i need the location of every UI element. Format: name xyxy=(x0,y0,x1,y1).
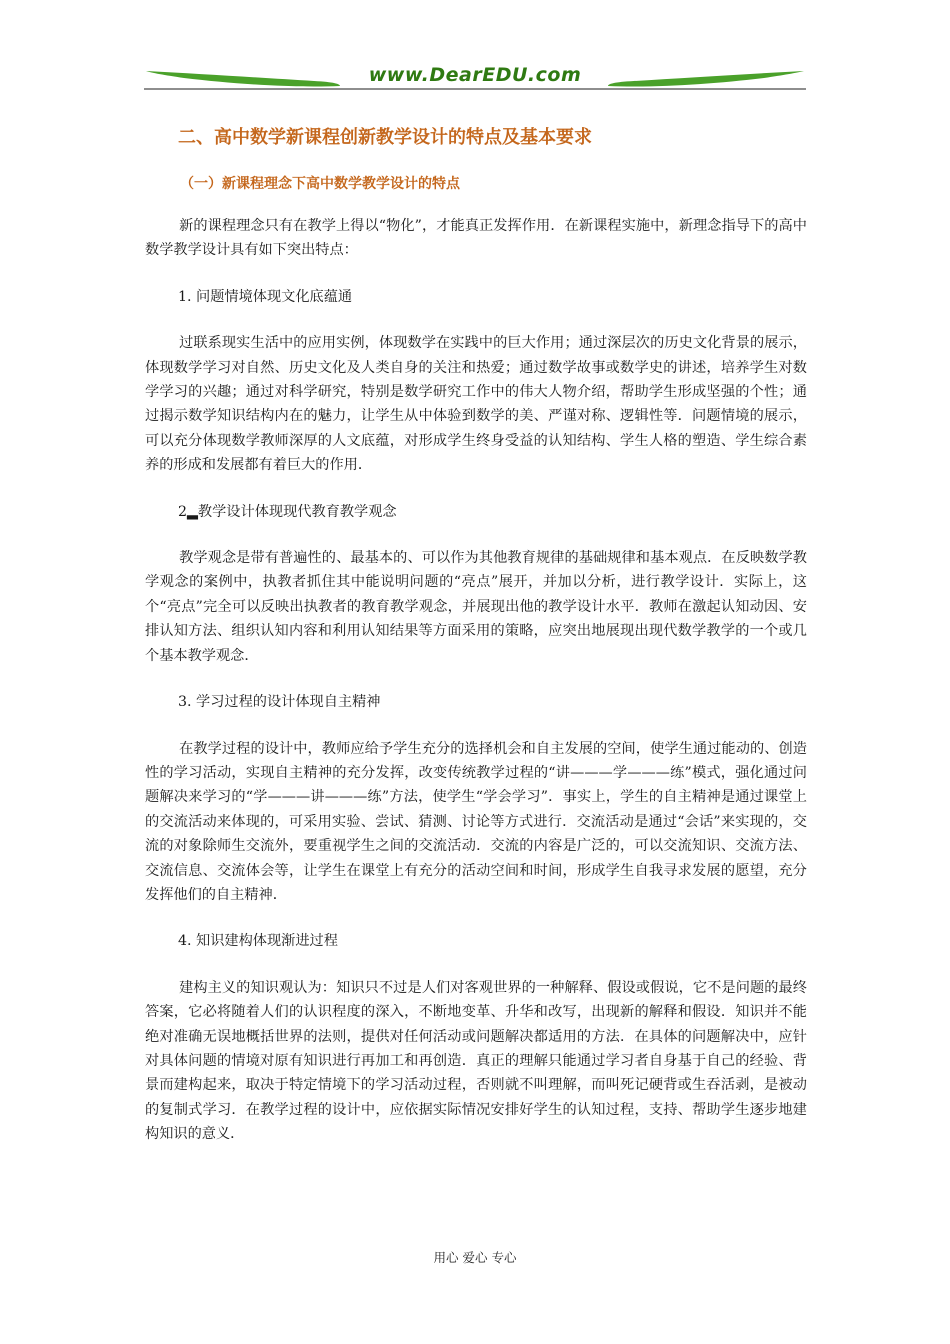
document-body xyxy=(145,214,807,1169)
intro-paragraph: 新的课程理念只有在教学上得以“物化”，才能真正发挥作用．在新课程实施中，新理念指导下的高中数学教学设计具有如下突出特点： xyxy=(145,218,807,259)
point-heading-4: 4. 知识建构体现渐进过程 xyxy=(178,933,338,950)
point-paragraph-2: 教学观念是带有普遍性的、最基本的、可以作为其他教育规律的基础规律和基本观点．在反映数学教学观念的案例中，执教者抓住其中能说明问题的“亮点”展开，并加以分析，进行教学设计．实际上，这个“亮点”完全可以反映出执教者的教育教学观念，并展现出他的教学设计水平．教师在激起认知动因、安排认知方法、组织认知内容和利用认知结果等方面采用的策略，应突出地展现出现代数学教学的一个或几个基本教学观念． xyxy=(145,550,807,664)
point-paragraph-4: 建构主义的知识观认为：知识只不过是人们对客观世界的一种解释、假设或假说，它不是问题的最终答案，它必将随着人们的认识程度的深入，不断地变革、升华和改写，出现新的解释和假设．知识并不能绝对准确无误地概括世界的法则，提供对任何活动或问题解决都适用的方法．在具体的问题解决中，应针对具体问题的情境对原有知识进行再加工和再创造．真正的理解只能通过学习者自身基于自己的经验、背景而建构起来，取决于特定情境下的学习活动过程，否则就不叫理解，而叫死记硬背或生吞活剥，是被动的复制式学习．在教学过程的设计中，应依据实际情况安排好学生的认知过程，支持、帮助学生逐步地建构知识的意义． xyxy=(145,979,807,1143)
site-logo: www.DearEDU.com xyxy=(368,64,582,86)
point-paragraph-1: 过联系现实生活中的应用实例，体现数学在实践中的巨大作用；通过深层次的历史文化背景的展示，体现数学学习对自然、历史文化及人类自身的关注和热爱；通过数学故事或数学史的讲述，培养学生对数学学习的兴趣；通过对科学研究，特别是数学研究工作中的伟大人物介绍，帮助学生形成坚强的个性；通过揭示数学知识结构内在的魅力，让学生从中体验到数学的美、严谨对称、逻辑性等．问题情境的展示，可以充分体现数学教师深厚的人文底蕴，对形成学生终身受益的认知结构、学生人格的塑造、学生综合素养的形成和发展都有着巨大的作用． xyxy=(145,335,807,474)
page-footer: 用心 爱心 专心 xyxy=(433,1250,517,1265)
point-heading-1: 1. 问题情境体现文化底蕴通 xyxy=(178,288,353,305)
site-header xyxy=(144,62,806,98)
subsection-title: （一）新课程理念下高中数学教学设计的特点 xyxy=(180,176,460,192)
point-heading-3: 3. 学习过程的设计体现自主精神 xyxy=(178,694,381,711)
section-title: 二、高中数学新课程创新教学设计的特点及基本要求 xyxy=(178,127,592,148)
point-heading-2: 2▂教学设计体现现代教育教学观念 xyxy=(178,503,397,520)
point-paragraph-3: 在教学过程的设计中，教师应给予学生充分的选择机会和自主发展的空间，使学生通过能动的、创造性的学习活动，实现自主精神的充分发挥，改变传统教学过程的“讲———学———练”模式，强化通过问题解决来学习的“学———讲———练”方法，使学生“学会学习”．事实上，学生的自主精神是通过课堂上的交流活动来体现的，可采用实验、尝试、猜测、讨论等方式进行．交流活动是通过“会话”来实现的，交流的对象除师生交流外，要重视学生之间的交流活动．交流的内容是广泛的，可以交流知识、交流方法、交流信息、交流体会等，让学生在课堂上有充分的活动空间和时间，形成学生自我寻求发展的愿望，充分发挥他们的自主精神． xyxy=(145,740,807,903)
